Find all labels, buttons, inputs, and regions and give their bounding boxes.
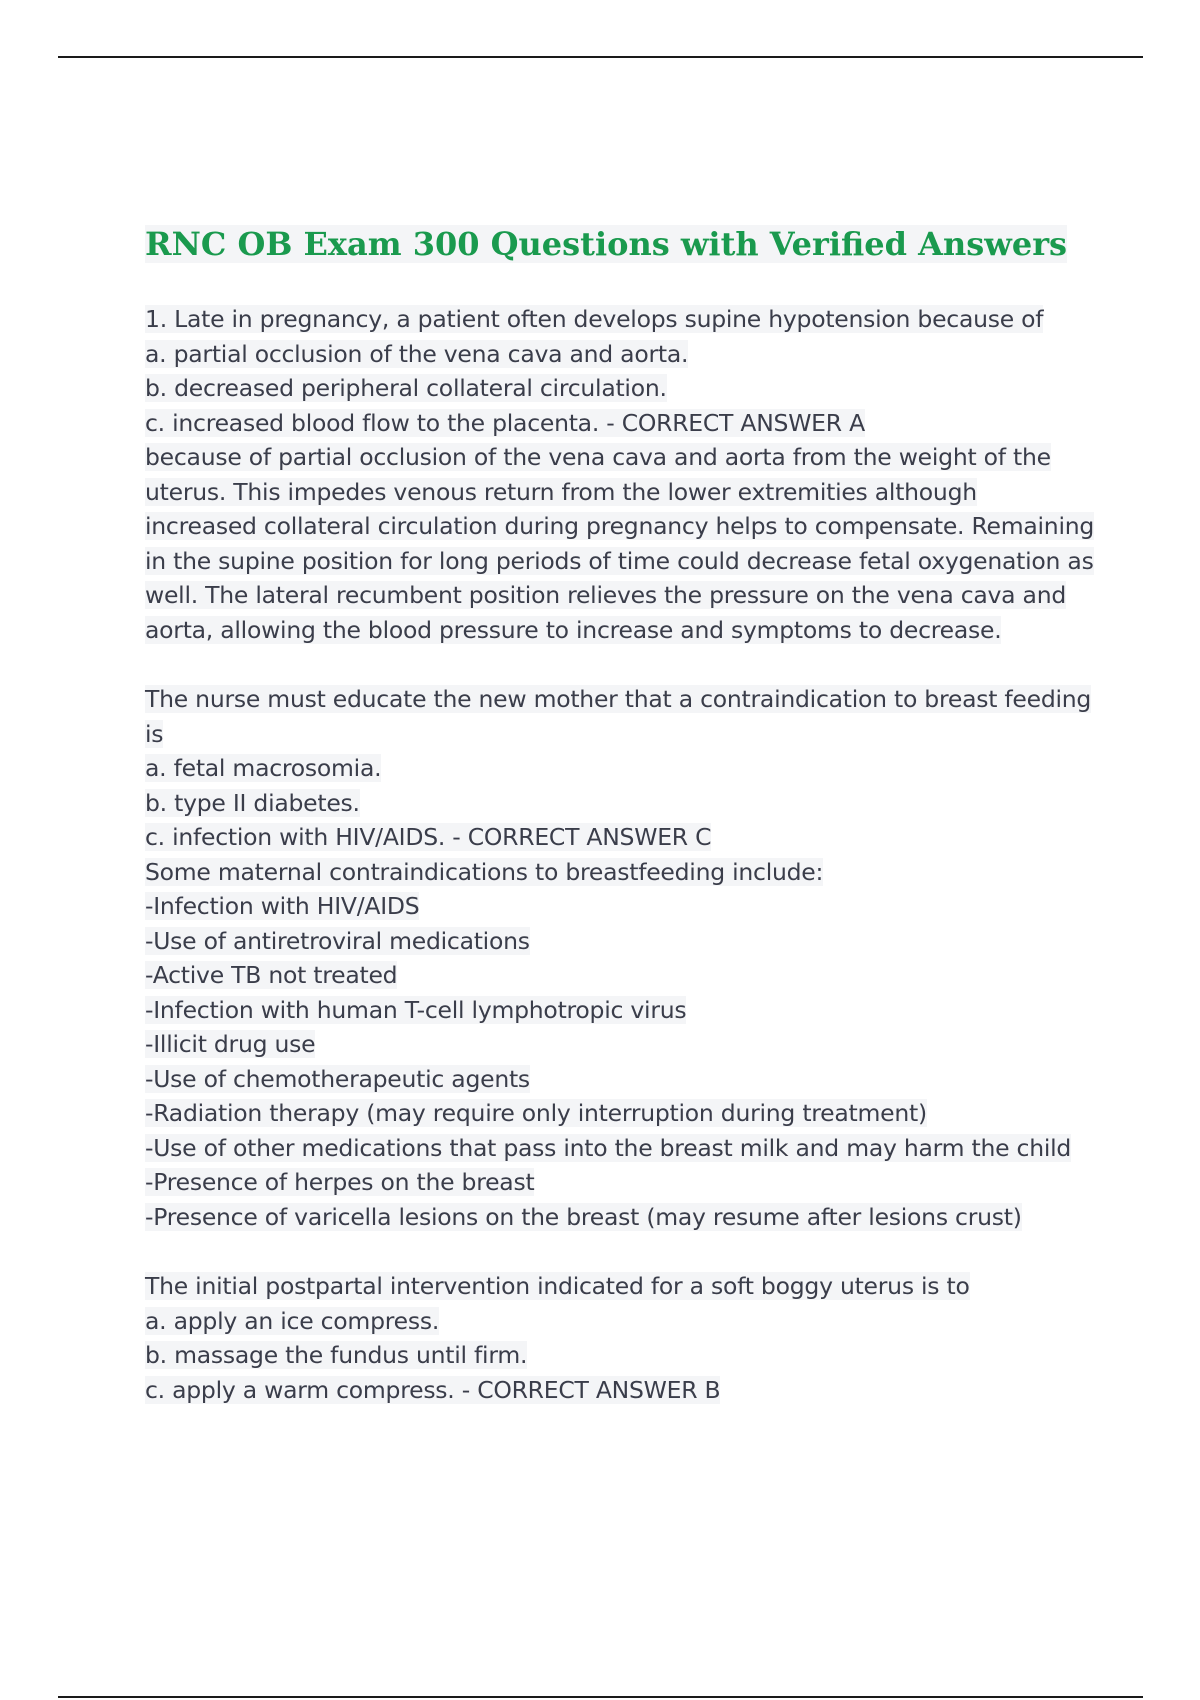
question-block	[145, 302, 1095, 647]
text-line: Some maternal contraindications to breastfeeding include:	[145, 857, 824, 886]
text-line: is	[145, 719, 164, 748]
text-line: b. type II diabetes.	[145, 788, 360, 817]
text-line: increased collateral circulation during pregnancy helps to compensate. Remaining	[145, 512, 1095, 540]
top-rule	[58, 56, 1143, 58]
question-list	[145, 302, 1095, 1407]
text-line: well. The lateral recumbent position relieves the pressure on the vena cava and	[145, 581, 1067, 609]
text-line: c. increased blood flow to the placenta. - CORRECT ANSWER A	[145, 408, 865, 437]
bottom-rule	[58, 1696, 1143, 1698]
text-line: 1. Late in pregnancy, a patient often develops supine hypotension because of	[145, 305, 1044, 333]
text-line: -Presence of varicella lesions on the breast (may resume after lesions crust)	[145, 1202, 1022, 1231]
text-line: -Illicit drug use	[145, 1030, 316, 1058]
text-line: -Radiation therapy (may require only interruption during treatment)	[145, 1099, 927, 1127]
text-line: a. partial occlusion of the vena cava and aorta.	[145, 339, 689, 368]
text-line: c. apply a warm compress. - CORRECT ANSWER B	[145, 1375, 721, 1404]
text-line: aorta, allowing the blood pressure to increase and symptoms to decrease.	[145, 615, 1002, 644]
text-line: because of partial occlusion of the vena cava and aorta from the weight of the	[145, 443, 1051, 471]
text-line: c. infection with HIV/AIDS. - CORRECT ANSWER C	[145, 823, 712, 851]
text-line: -Use of antiretroviral medications	[145, 926, 530, 955]
text-line: -Use of other medications that pass into the breast milk and may harm the child	[145, 1133, 1072, 1162]
text-line: The nurse must educate the new mother that a contraindication to breast feeding	[145, 685, 1092, 713]
text-line: b. massage the fundus until firm.	[145, 1341, 528, 1369]
text-line: in the supine position for long periods of time could decrease fetal oxygenation as	[145, 546, 1094, 575]
question-block	[145, 682, 1095, 1234]
text-line: b. decreased peripheral collateral circulation.	[145, 374, 667, 402]
text-line: uterus. This impedes venous return from the lower extremities although	[145, 477, 977, 506]
text-line: a. apply an ice compress.	[145, 1306, 440, 1335]
document-body	[145, 222, 1095, 1442]
document-title: RNC OB Exam 300 Questions with Verified Answers	[145, 225, 1068, 263]
text-line: -Infection with HIV/AIDS	[145, 892, 420, 920]
question-block	[145, 1269, 1095, 1407]
text-line: -Active TB not treated	[145, 961, 398, 989]
text-line: a. fetal macrosomia.	[145, 754, 382, 782]
text-line: -Infection with human T-cell lymphotropic virus	[145, 995, 687, 1024]
text-line: -Presence of herpes on the breast	[145, 1168, 535, 1196]
text-line: -Use of chemotherapeutic agents	[145, 1064, 530, 1093]
text-line: The initial postpartal intervention indicated for a soft boggy uterus is to	[145, 1272, 970, 1300]
